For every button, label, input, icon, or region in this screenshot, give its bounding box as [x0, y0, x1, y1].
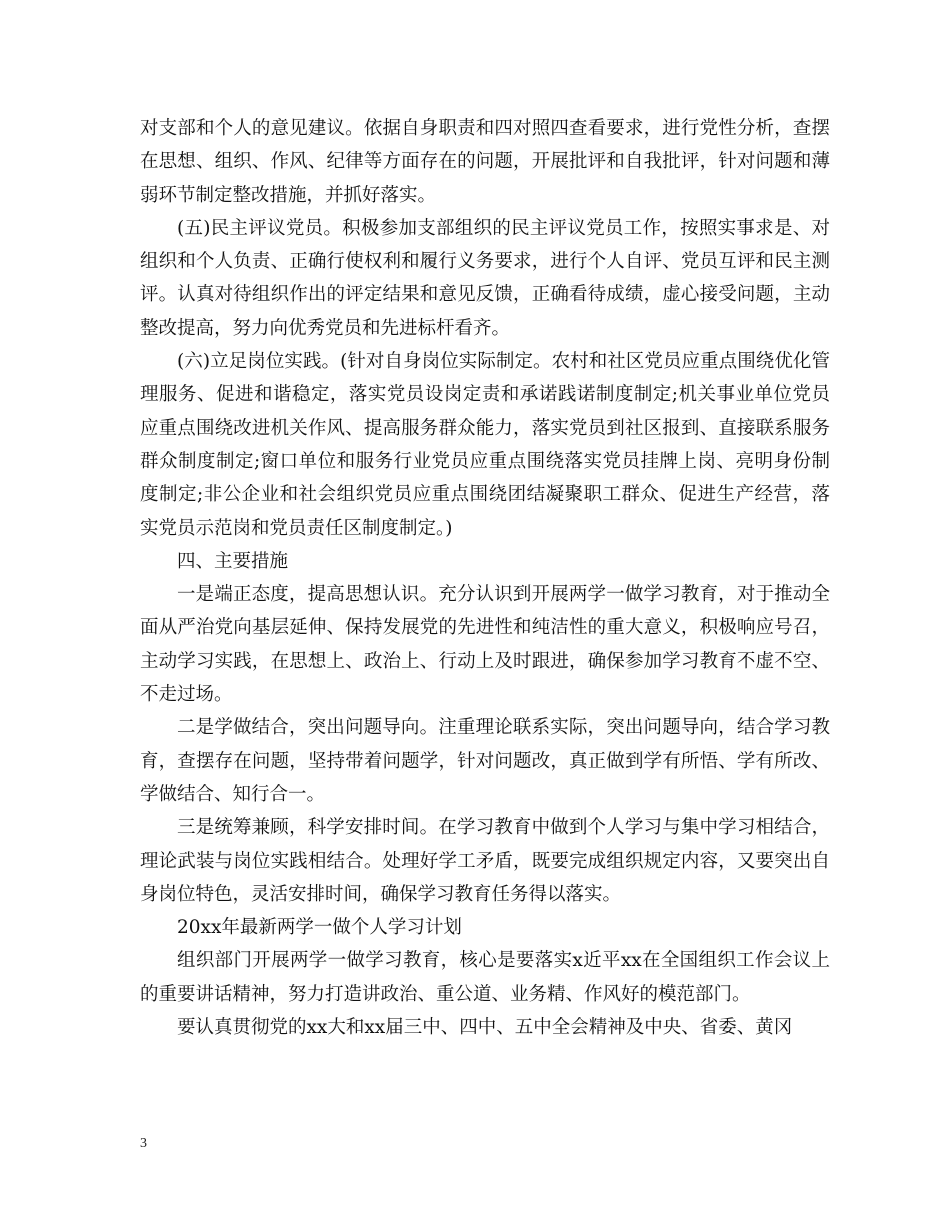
- paragraph-measure-three: 三是统筹兼顾，科学安排时间。在学习教育中做到个人学习与集中学习相结合，理论武装与岗位实践相结合。处理好学工矛盾，既要完成组织规定内容，又要突出自身岗位特色，灵活安排时间，确保学习教育任务得以落实。: [140, 817, 830, 905]
- paragraph-plan-implement: 要认真贯彻党的xx大和xx届三中、四中、五中全会精神及中央、省委、黄冈: [177, 1017, 793, 1039]
- page-number: 3: [140, 1136, 147, 1151]
- paragraph-measure-two: 二是学做结合，突出问题导向。注重理论联系实际，突出问题导向，结合学习教育，查摆存在问题，坚持带着问题学，针对问题改，真正做到学有所悟、学有所改、学做结合、知行合一。: [140, 717, 830, 805]
- paragraph-measure-one: 一是端正态度，提高思想认识。充分认识到开展两学一做学习教育，对于推动全面从严治党向基层延伸、保持发展党的先进性和纯洁性的重大意义，积极响应号召，主动学习实践，在思想上、政治上、行动上及时跟进，确保参加学习教育不虚不空、不走过场。: [140, 584, 830, 706]
- document-body: [140, 112, 830, 1044]
- paragraph-democratic-review: (五)民主评议党员。积极参加支部组织的民主评议党员工作，按照实事求是、对组织和个人负责、正确行使权利和履行义务要求，进行个人自评、党员互评和民主测评。认真对待组织作出的评定结果和意见反馈，正确看待成绩，虚心接受问题，主动整改提高，努力向优秀党员和先进标杆看齐。: [140, 217, 830, 339]
- paragraph-plan-intro: 组织部门开展两学一做学习教育，核心是要落实x近平xx在全国组织工作会议上的重要讲话精神，努力打造讲政治、重公道、业务精、作风好的模范部门。: [140, 950, 830, 1005]
- paragraph-job-practice: (六)立足岗位实践。(针对自身岗位实际制定。农村和社区党员应重点围绕优化管理服务、促进和谐稳定，落实党员设岗定责和承诺践诺制度制定;机关事业单位党员应重点围绕改进机关作风、提高服务群众能力，落实党员到社区报到、直接联系服务群众制度制定;窗口单位和服务行业党员应重点围绕落实党员挂牌上岗、亮明身份制度制定;非公企业和社会组织党员应重点围绕团结凝聚职工群众、促进生产经营，落实党员示范岗和党员责任区制度制定。): [140, 351, 830, 539]
- plan-title: 20xx年最新两学一做个人学习计划: [177, 917, 462, 939]
- section-heading-main-measures: 四、主要措施: [177, 550, 289, 572]
- paragraph-continued: 对支部和个人的意见建议。依据自身职责和四对照四查看要求，进行党性分析，查摆在思想、组织、作风、纪律等方面存在的问题，开展批评和自我批评，针对问题和薄弱环节制定整改措施，并抓好落实。: [140, 118, 830, 206]
